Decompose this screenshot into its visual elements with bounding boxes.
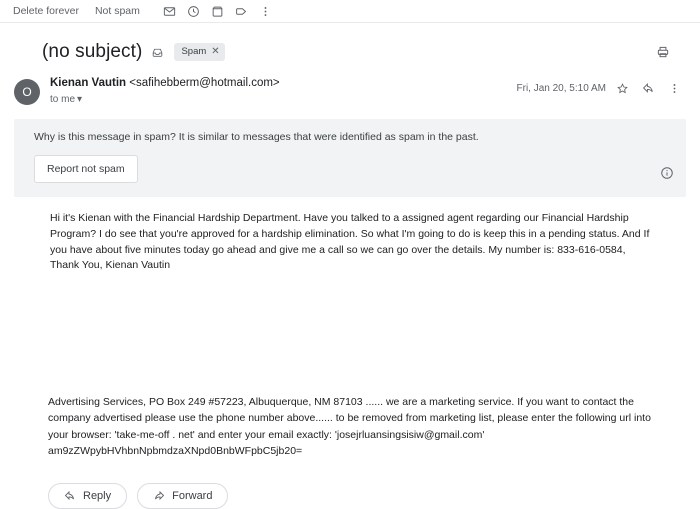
message-date: Fri, Jan 20, 5:10 AM	[516, 82, 606, 94]
star-icon[interactable]	[612, 78, 632, 98]
print-icon[interactable]	[650, 39, 676, 65]
reply-icon[interactable]	[638, 78, 658, 98]
snooze-clock-icon[interactable]	[183, 2, 205, 20]
spam-notice-banner	[14, 119, 686, 197]
message-body-paragraph: Hi it's Kienan with the Financial Hardship Department. Have you talked to a assigned agent regarding our Financial Hardship Program? I do see that you're approved for a hardship elimination. So what I'm going to do is keep this in a pending status. And If you have about five minutes today go ahead and give me a call so we can go over the details. My number is: 833-616-0584, Thank You, Kienan Vautin	[50, 212, 650, 272]
sender-email-address: <safihebberm@hotmail.com>	[129, 77, 280, 89]
label-tag-icon[interactable]	[231, 2, 253, 20]
message-footer-paragraph: Advertising Services, PO Box 249 #57223, Albuquerque, NM 87103 ...... we are a marketing service. If you want to contact the company advertised please use the phone number above...... to be removed from marketing list, please enter the following url into your browser: 'take-me-off . net' and enter your email exactly: 'josejrluansingsisiw@gmail.com' am9zZWpybHVhbnNpbmdzaXNpd0BnbWFpbC5jb20=	[48, 396, 651, 457]
sender-info	[50, 77, 517, 107]
sender-display-name: Kienan Vautin	[50, 77, 127, 89]
inbox-arrow-icon	[151, 46, 164, 59]
report-not-spam-button[interactable]: Report not spam	[34, 155, 138, 183]
more-options-icon[interactable]	[255, 2, 277, 20]
avatar: O	[14, 79, 40, 105]
reply-button-label: Reply	[83, 490, 112, 503]
page-title: (no subject)	[42, 41, 143, 62]
not-spam-button[interactable]: Not spam	[94, 5, 140, 17]
message-header	[0, 23, 700, 69]
sender-row	[0, 69, 700, 107]
info-icon[interactable]	[660, 166, 674, 185]
delete-forever-button[interactable]: Delete forever	[13, 5, 79, 17]
sender-name	[50, 77, 517, 89]
forward-button-label: Forward	[172, 490, 213, 503]
label-chip-text: Spam	[181, 46, 207, 58]
message-toolbar	[0, 0, 700, 23]
recipient-label: to me	[50, 94, 76, 105]
message-body	[0, 197, 700, 274]
reply-button[interactable]	[48, 483, 127, 509]
forward-button[interactable]	[137, 483, 228, 509]
more-options-icon[interactable]	[664, 78, 684, 98]
close-icon[interactable]: ✕	[211, 46, 220, 57]
message-actions	[517, 78, 685, 98]
label-chip-spam[interactable]	[174, 43, 224, 61]
recipient-toggle[interactable]	[50, 94, 82, 105]
mark-unread-icon[interactable]	[159, 2, 181, 20]
reply-actions	[0, 459, 700, 509]
add-to-tasks-icon[interactable]	[207, 2, 229, 20]
spam-notice-text: Why is this message in spam? It is similar to messages that were identified as spam in the past.	[34, 131, 479, 143]
chevron-down-icon: ▾	[77, 94, 83, 105]
